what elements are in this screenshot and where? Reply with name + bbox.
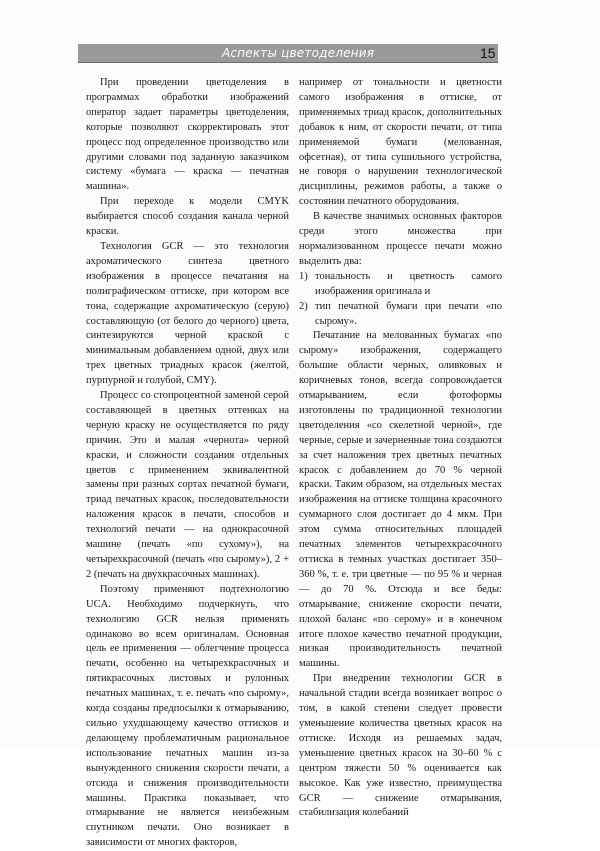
paragraph: Процесс со стопроцентной заменой серой составляющей в цветных оттенках на черную краску не осуществляется по ряду причин. Это и малая «чернота» черной краски, и сложности создания отдельных цветов с применением эквивалентной замены при разных сортах печатной бумаги, триад печатных красок, последовательности наложения красок в печати, способов и технологий печати — на однокрасочной машине (печать «по сухому»), на четырехкрасочной (печать «по сырому»), 2 + 2 (печать на двухкрасочных машинах). (86, 390, 289, 580)
paragraph: Технология GCR — это технология ахроматического синтеза цветного изображения в процессе печатания на полиграфическом оттиске, при котором все тона, содержащие ахроматическую (серую) составляющую (от белого до черного) цвета, синтезируются черной краской с минимальным добавлением одной, двух или трех цветных триадных красок (желтой, пурпурной и голубой, CMY). (86, 240, 289, 387)
list-item (299, 300, 502, 330)
paragraph: Поэтому применяют подтехнологию UCA. Необходимо подчеркнуть, что технологию GCR нельзя применять одинаково во всем оригиналам. Основная цель ее применения — облегчение процесса печати, особенно на четырехкрасочных и пятикрасочных листовых и рулонных печатных машинах, т. е. печать «по сырому», когда созданы предпосылки к отмарыванию, сильно ухудшающему качество оттисков и делающему проблематичным рациональное использование печатных машин из-за вынужденного снижения скорости печати, а отсюда и снижения производительности машины. Практика показывает, что отмарывание не является неизбежным спутником печати. Оно возникает в зависимости от многих факторов, (86, 583, 289, 849)
paragraph: Печатание на мелованных бумагах «по сырому» изображения, содержащего большие области черных, оливковых и коричневых тонов, всегда сопровождается отмарыванием, если фотоформы изготовлены по традиционной технологии цветоделения «со скелетной черной», где черные, серые и зачерненные тона создаются за счет наложения трех цветных печатных красок с добавлением до 70 % черной краски. Таким образом, на отдельных местах изображения на оттиске толщина красочного суммарного слоя достигает до 4 мкм. При этом сумма относительных площадей печатных элементов четырехкрасочного оттиска в темных участках достигает 350–360 %, т. е. три цветные — по 95 % и черная — до 70 %. Отсюда и все беды: отмарывание, снижение скорости печати, плохой баланс «по серому» и в конечном итоге плохое качество печатной продукции, низкая производительность печатной машины. (299, 330, 502, 670)
paragraph: В качестве значимых основных факторов среди этого множества при нормализованном процессе печати можно выделить два: (299, 211, 502, 267)
list-item-number: 1) (299, 270, 308, 282)
right-text-column (299, 76, 502, 821)
paragraph-continuation: например от тональности и цветности самого изображения в оттиске, от применяемых триад красок, дополнительных добавок к ним, от скорости печати, от типа применяемой бумаги (мелованная, офсетная), от типа сушильного устройства, не говоря о нарушении технологической дисциплины, режимов работы, а также о состоянии печатного оборудования. (299, 77, 502, 208)
list-item-number: 2) (299, 300, 308, 312)
paragraph: При проведении цветоделения в программах обработки изображений оператор задает параметры цветоделения, которые позволяют скорректировать этот процесс под определенное производство или другими словами под заданную заказчиком систему «бумага — краска — печатная машина». (86, 77, 289, 193)
left-text-column (86, 76, 289, 851)
list-item-text: тональность и цветность самого изображения оригинала и (315, 270, 502, 297)
paragraph: При переходе к модели CMYK выбирается способ создания канала черной краски. (86, 196, 289, 238)
running-header-title: Аспекты цветоделения (222, 46, 375, 60)
list-item (299, 270, 502, 300)
list-item-text: тип печатной бумаги при печати «по сырому». (315, 300, 502, 327)
paragraph: При внедрении технологии GCR в начальной стадии всегда возникает вопрос о том, в какой степени следует провести уменьшение количества цветных красок на оттиске. Исходя из решаемых задач, уменьшение цветных красок на 30–60 % с центром тяжести 50 % оценивается как высокое. Как уже известно, преимущества GCR — снижение отмарывания, стабилизация колебаний (299, 673, 502, 819)
page-number: 15 (480, 45, 496, 61)
factor-list (299, 270, 502, 330)
